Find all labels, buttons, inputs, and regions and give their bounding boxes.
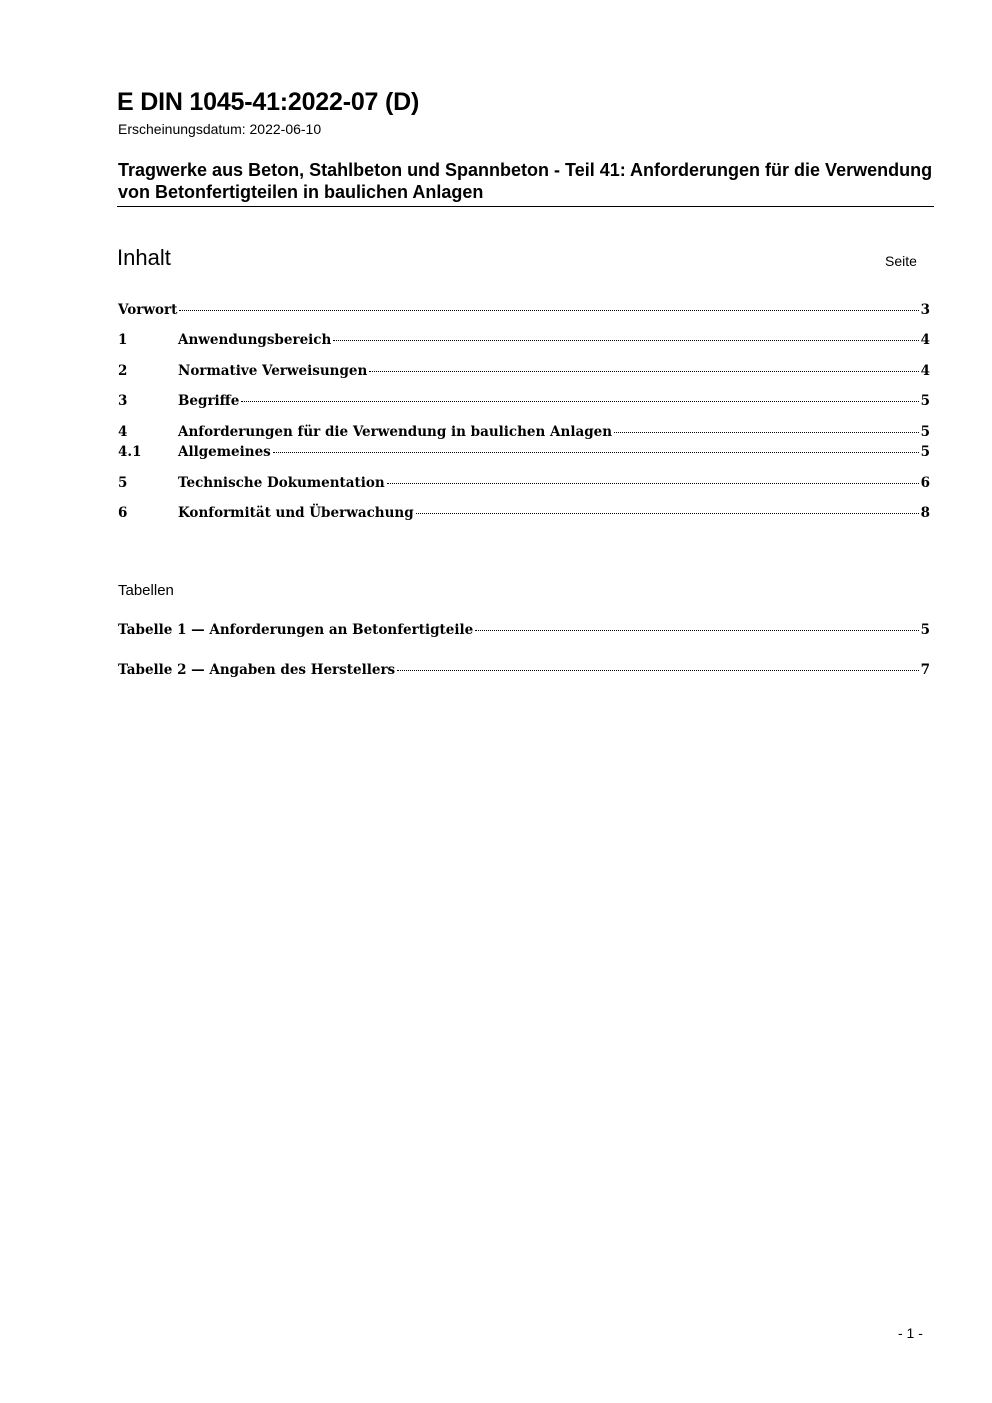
toc-leader xyxy=(179,310,918,311)
toc-entry-page: 5 xyxy=(920,393,930,409)
toc-entry-label: Anwendungsbereich xyxy=(178,332,332,348)
toc-entry-page: 4 xyxy=(920,332,930,348)
toc-entry-konformitaet[interactable] xyxy=(118,505,930,525)
toc-entry-number: 4 xyxy=(118,424,128,440)
tables-heading: Tabellen xyxy=(118,582,174,599)
toc-entry-page: 5 xyxy=(920,424,930,440)
toc-entry-label: Vorwort xyxy=(118,302,178,318)
publication-date: Erscheinungsdatum: 2022-06-10 xyxy=(118,121,322,137)
page-column-label: Seite xyxy=(885,253,917,269)
toc-entry-label: Normative Verweisungen xyxy=(178,363,368,379)
toc-leader xyxy=(369,371,918,372)
toc-entry-number: 1 xyxy=(118,332,128,348)
toc-entry-page: 4 xyxy=(920,363,930,379)
toc-entry-label: Begriffe xyxy=(178,393,240,409)
toc-leader xyxy=(333,340,918,341)
toc-entry-number: 3 xyxy=(118,393,128,409)
toc-leader xyxy=(614,432,919,433)
toc-entry-page: 6 xyxy=(920,475,930,491)
toc-leader xyxy=(416,513,919,514)
toc-entry-number: 2 xyxy=(118,363,128,379)
toc-entry-allgemeines[interactable] xyxy=(118,444,930,464)
toc-leader xyxy=(387,483,919,484)
toc-entry-label: Konformität und Überwachung xyxy=(178,505,414,521)
toc-leader xyxy=(475,630,918,631)
toc-entry-vorwort[interactable] xyxy=(118,302,930,322)
tables-entry-label: Tabelle 2 — Angaben des Herstellers xyxy=(118,662,396,678)
tables-entry-page: 7 xyxy=(920,662,930,678)
toc-entry-label: Anforderungen für die Verwendung in baulichen Anlagen xyxy=(178,424,613,440)
document-title: Tragwerke aus Beton, Stahlbeton und Spannbeton - Teil 41: Anforderungen für die Verwendung von Betonfertigteilen in baulichen Anlagen xyxy=(118,160,933,202)
toc-entry-label: Allgemeines xyxy=(178,444,271,460)
toc-entry-number: 4.1 xyxy=(118,444,142,460)
toc-leader xyxy=(241,401,918,402)
tables-entry-page: 5 xyxy=(920,622,930,638)
document-id: E DIN 1045-41:2022-07 (D) xyxy=(117,88,420,116)
toc-entry-technische-dokumentation[interactable] xyxy=(118,475,930,495)
toc-leader xyxy=(273,452,919,453)
toc-entry-number: 6 xyxy=(118,505,128,521)
toc-entry-anwendungsbereich[interactable] xyxy=(118,332,930,352)
toc-entry-label: Technische Dokumentation xyxy=(178,475,385,491)
tables-entry-1[interactable] xyxy=(118,622,930,642)
toc-heading: Inhalt xyxy=(117,245,171,270)
toc-leader xyxy=(397,670,918,671)
toc-entry-number: 5 xyxy=(118,475,128,491)
page-number: - 1 - xyxy=(898,1325,923,1341)
toc-entry-normative-verweisungen[interactable] xyxy=(118,363,930,383)
toc-entry-page: 5 xyxy=(920,444,930,460)
tables-entry-label: Tabelle 1 — Anforderungen an Betonfertigteile xyxy=(118,622,474,638)
tables-entry-2[interactable] xyxy=(118,662,930,682)
toc-entry-begriffe[interactable] xyxy=(118,393,930,413)
toc-entry-anforderungen[interactable] xyxy=(118,424,930,444)
toc-entry-page: 3 xyxy=(920,302,930,318)
toc-entry-page: 8 xyxy=(920,505,930,521)
title-divider xyxy=(117,206,934,207)
